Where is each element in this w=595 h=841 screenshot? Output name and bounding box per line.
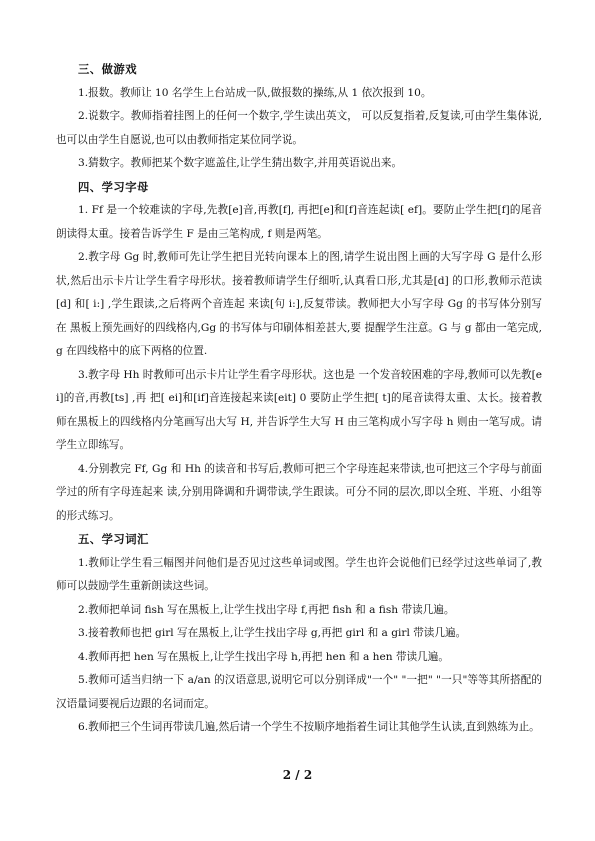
- paragraph: 4.分别教完 Ff, Gg 和 Hh 的读音和书写后,教师可把三个字母连起来带读,也可把这三个字母与前面学过的所有字母连起来 读,分别用降调和升调带读,学生跟读。可分不同的层次,即以全班、半班、小组等的形式练习。: [56, 462, 542, 522]
- paragraph: 2.教师把单词 fish 写在黑板上,让学生找出字母 f,再把 fish 和 a fish 带读几遍。: [78, 603, 455, 616]
- paragraph: 3.教字母 Hh 时教师可出示卡片让学生看字母形状。这也是 一个发音较困难的字母,教师可以先教[ei]的音,再教[ts] ,再 把[ ei]和[if]音连接起来读[eit] 0 要防止学生把[ t]的尾音读得太重、太长。接着教师在黑板上的四线格内分笔画写出大写 H, 并告诉学生大写 H 由三笔构成小写字母 h 则由一笔写成。请学生立即练写。: [56, 368, 542, 451]
- section-heading-games: 三、做游戏: [78, 63, 137, 76]
- paragraph: 3.猜数字。教师把某个数字遮盖住,让学生猜出数字,并用英语说出来。: [78, 157, 403, 169]
- paragraph: 1.教师让学生看三幅图并问他们是否见过这些单词或图。学生也许会说他们已经学过这些单词了,教师可以鼓励学生重新朗读这些词。: [56, 556, 542, 592]
- page-content: [56, 58, 542, 740]
- paragraph: 4.教师再把 hen 写在黑板上,让学生找出字母 h,再把 hen 和 a hen 带读几遍。: [78, 650, 449, 663]
- paragraph: 3.接着教师也把 girl 写在黑板上,让学生找出字母 g,再把 girl 和 a girl 带读几遍。: [78, 627, 467, 639]
- paragraph: 1. Ff 是一个较难读的字母,先教[e]音,再教[f], 再把[e]和[f]音连起读[ ef]。要防止学生把[f]的尾音朗读得太重。接着告诉学生 F 是由三笔构成, f 则是两笔。: [56, 204, 542, 240]
- paragraph: 5.教师可适当归纳一下 a/an 的汉语意思,说明它可以分别译成"一个" "一把" "一只"等等其所搭配的汉语量词要视后边跟的名词而定。: [56, 674, 542, 710]
- paragraph: 1.报数。教师让 10 名学生上台站成一队,做报数的操练,从 1 依次报到 10。: [78, 86, 432, 99]
- page-number: 2 / 2: [282, 768, 313, 782]
- section-heading-vocabulary: 五、学习词汇: [78, 533, 149, 546]
- section-heading-letters: 四、学习字母: [78, 180, 149, 194]
- paragraph: 2.教字母 Gg 时,教师可先让学生把目光转向课本上的图,请学生说出图上画的大写字母 G 是什么形状,然后出示卡片让学生看字母形状。接着教师请学生仔细听,认真看口形,尤其是[d] 的口形,教师示范读[d] 和[ i:] ,学生跟读,之后将两个音连起 来读[句 i:],反复带读。教师把大小写字母 Gg 的书写体分别写在 黑板上预先画好的四线格内,Gg 的书写体与印刷体相差甚大,要 提醒学生注意。G 与 g 都由一笔完成, g 在四线格中的底下两格的位置.: [56, 251, 542, 357]
- paragraph: 6.教师把三个生词再带读几遍,然后请一个学生不按顺序地指着生词让其他学生认读,直到熟练为止。: [78, 721, 540, 733]
- paragraph: 2.说数字。教师指着挂图上的任何一个数字,学生读出英文， 可以反复指着,反复读,可由学生集体说,也可以由学生自愿说,也可以由教师指定某位同学说。: [56, 110, 542, 146]
